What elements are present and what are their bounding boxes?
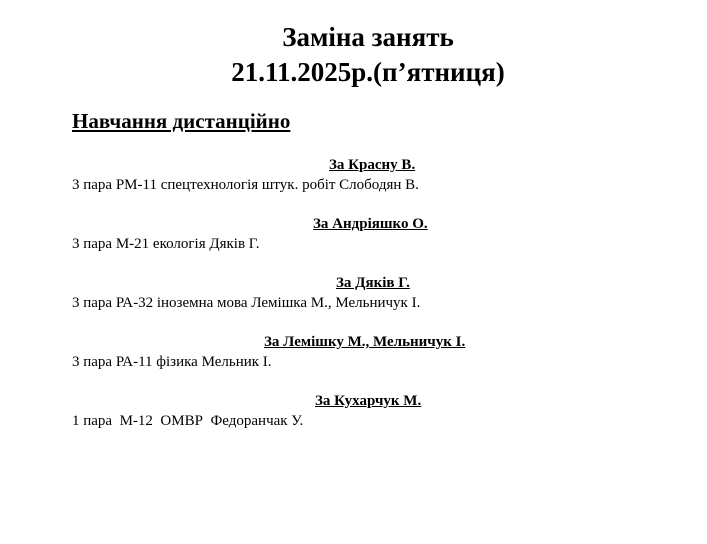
title-line-1: Заміна занять — [282, 22, 454, 52]
substitution-heading: За Красну В. — [329, 157, 416, 173]
substitution-heading: За Дяків Г. — [336, 275, 410, 291]
substitution-line: 1 пара М-12 ОМВР Федоранчак У. — [72, 413, 304, 429]
substitution-line: 3 пара РА-32 іноземна мова Лемішка М., Мельничук І. — [72, 295, 421, 311]
substitution-line: 3 пара М-21 екологія Дяків Г. — [72, 236, 260, 252]
substitution-heading: За Кухарчук М. — [315, 393, 422, 409]
substitution-heading: За Андріяшко О. — [313, 216, 428, 232]
title-date-line: 21.11.2025р.(п’ятниця) — [231, 57, 505, 87]
substitution-line: 3 пара РА-11 фізика Мельник І. — [72, 354, 272, 370]
substitution-line: 3 пара РМ-11 спецтехнологія штук. робіт Слободян В. — [72, 177, 419, 193]
section-heading: Навчання дистанційно — [72, 109, 291, 133]
substitution-heading: За Лемішку М., Мельничук І. — [264, 334, 466, 350]
